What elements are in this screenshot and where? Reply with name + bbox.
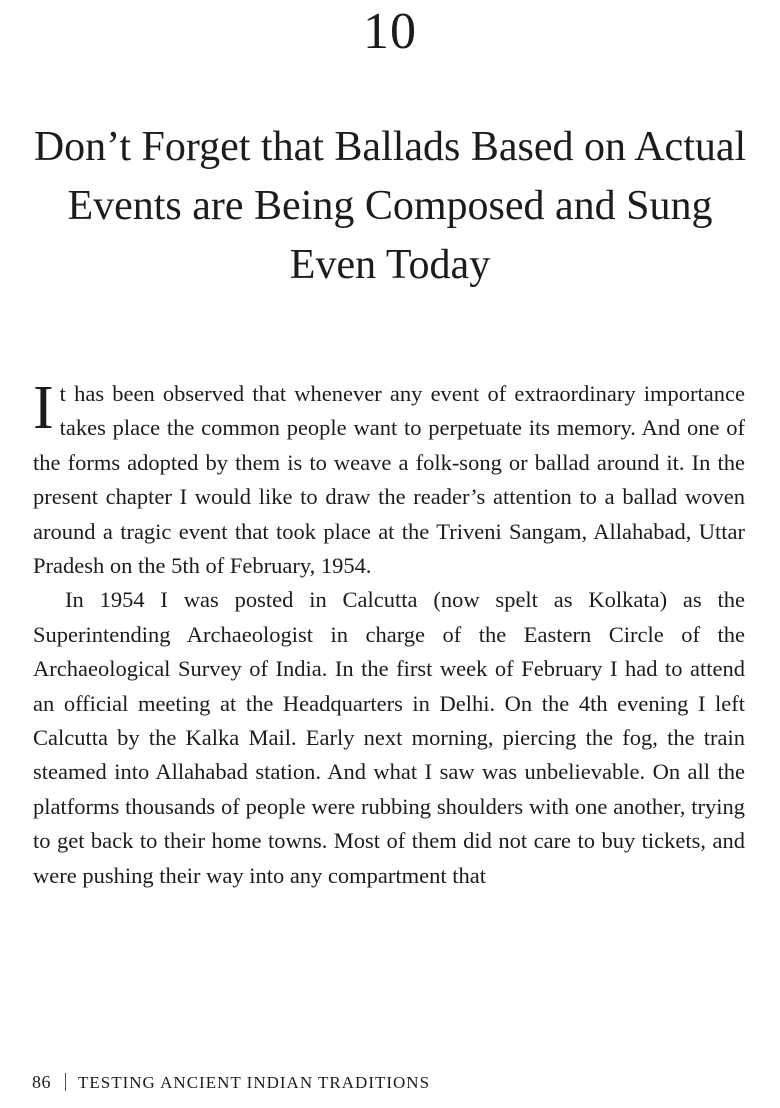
- chapter-title: Don’t Forget that Ballads Based on Actual Events are Being Composed and Sung Even Today: [33, 124, 747, 288]
- drop-cap: I: [33, 374, 54, 442]
- body-text: [33, 374, 745, 893]
- footer-separator: [65, 1073, 66, 1091]
- page-footer: [32, 1070, 430, 1095]
- chapter-number: 10: [363, 3, 417, 60]
- paragraph-1-text: t has been observed that whenever any event of extraordinary importance takes place the common people want to perpetuate its memory. And one of the forms adopted by them is to weave a folk-song or ballad around it. In the present chapter I would like to draw the reader’s attention to a ballad woven around a tragic event that took place at the Triveni Sangam, Allahabad, Uttar Pradesh on the 5th of February, 1954.: [33, 381, 745, 579]
- page-number: 86: [32, 1072, 51, 1092]
- running-title: TESTING ANCIENT INDIAN TRADITIONS: [78, 1073, 431, 1092]
- paragraph-1: [33, 374, 745, 583]
- paragraph-2: In 1954 I was posted in Calcutta (now spelt as Kolkata) as the Superintending Archaeologist in charge of the Eastern Circle of the Archaeological Survey of India. In the first week of February I had to attend an official meeting at the Headquarters in Delhi. On the 4th evening I left Calcutta by the Kalka Mail. Early next morning, piercing the fog, the train steamed into Allahabad station. And what I saw was unbelievable. On all the platforms thousands of people were rubbing shoulders with one another, trying to get back to their home towns. Most of them did not care to buy tickets, and were pushing their way into any compartment that: [33, 587, 745, 888]
